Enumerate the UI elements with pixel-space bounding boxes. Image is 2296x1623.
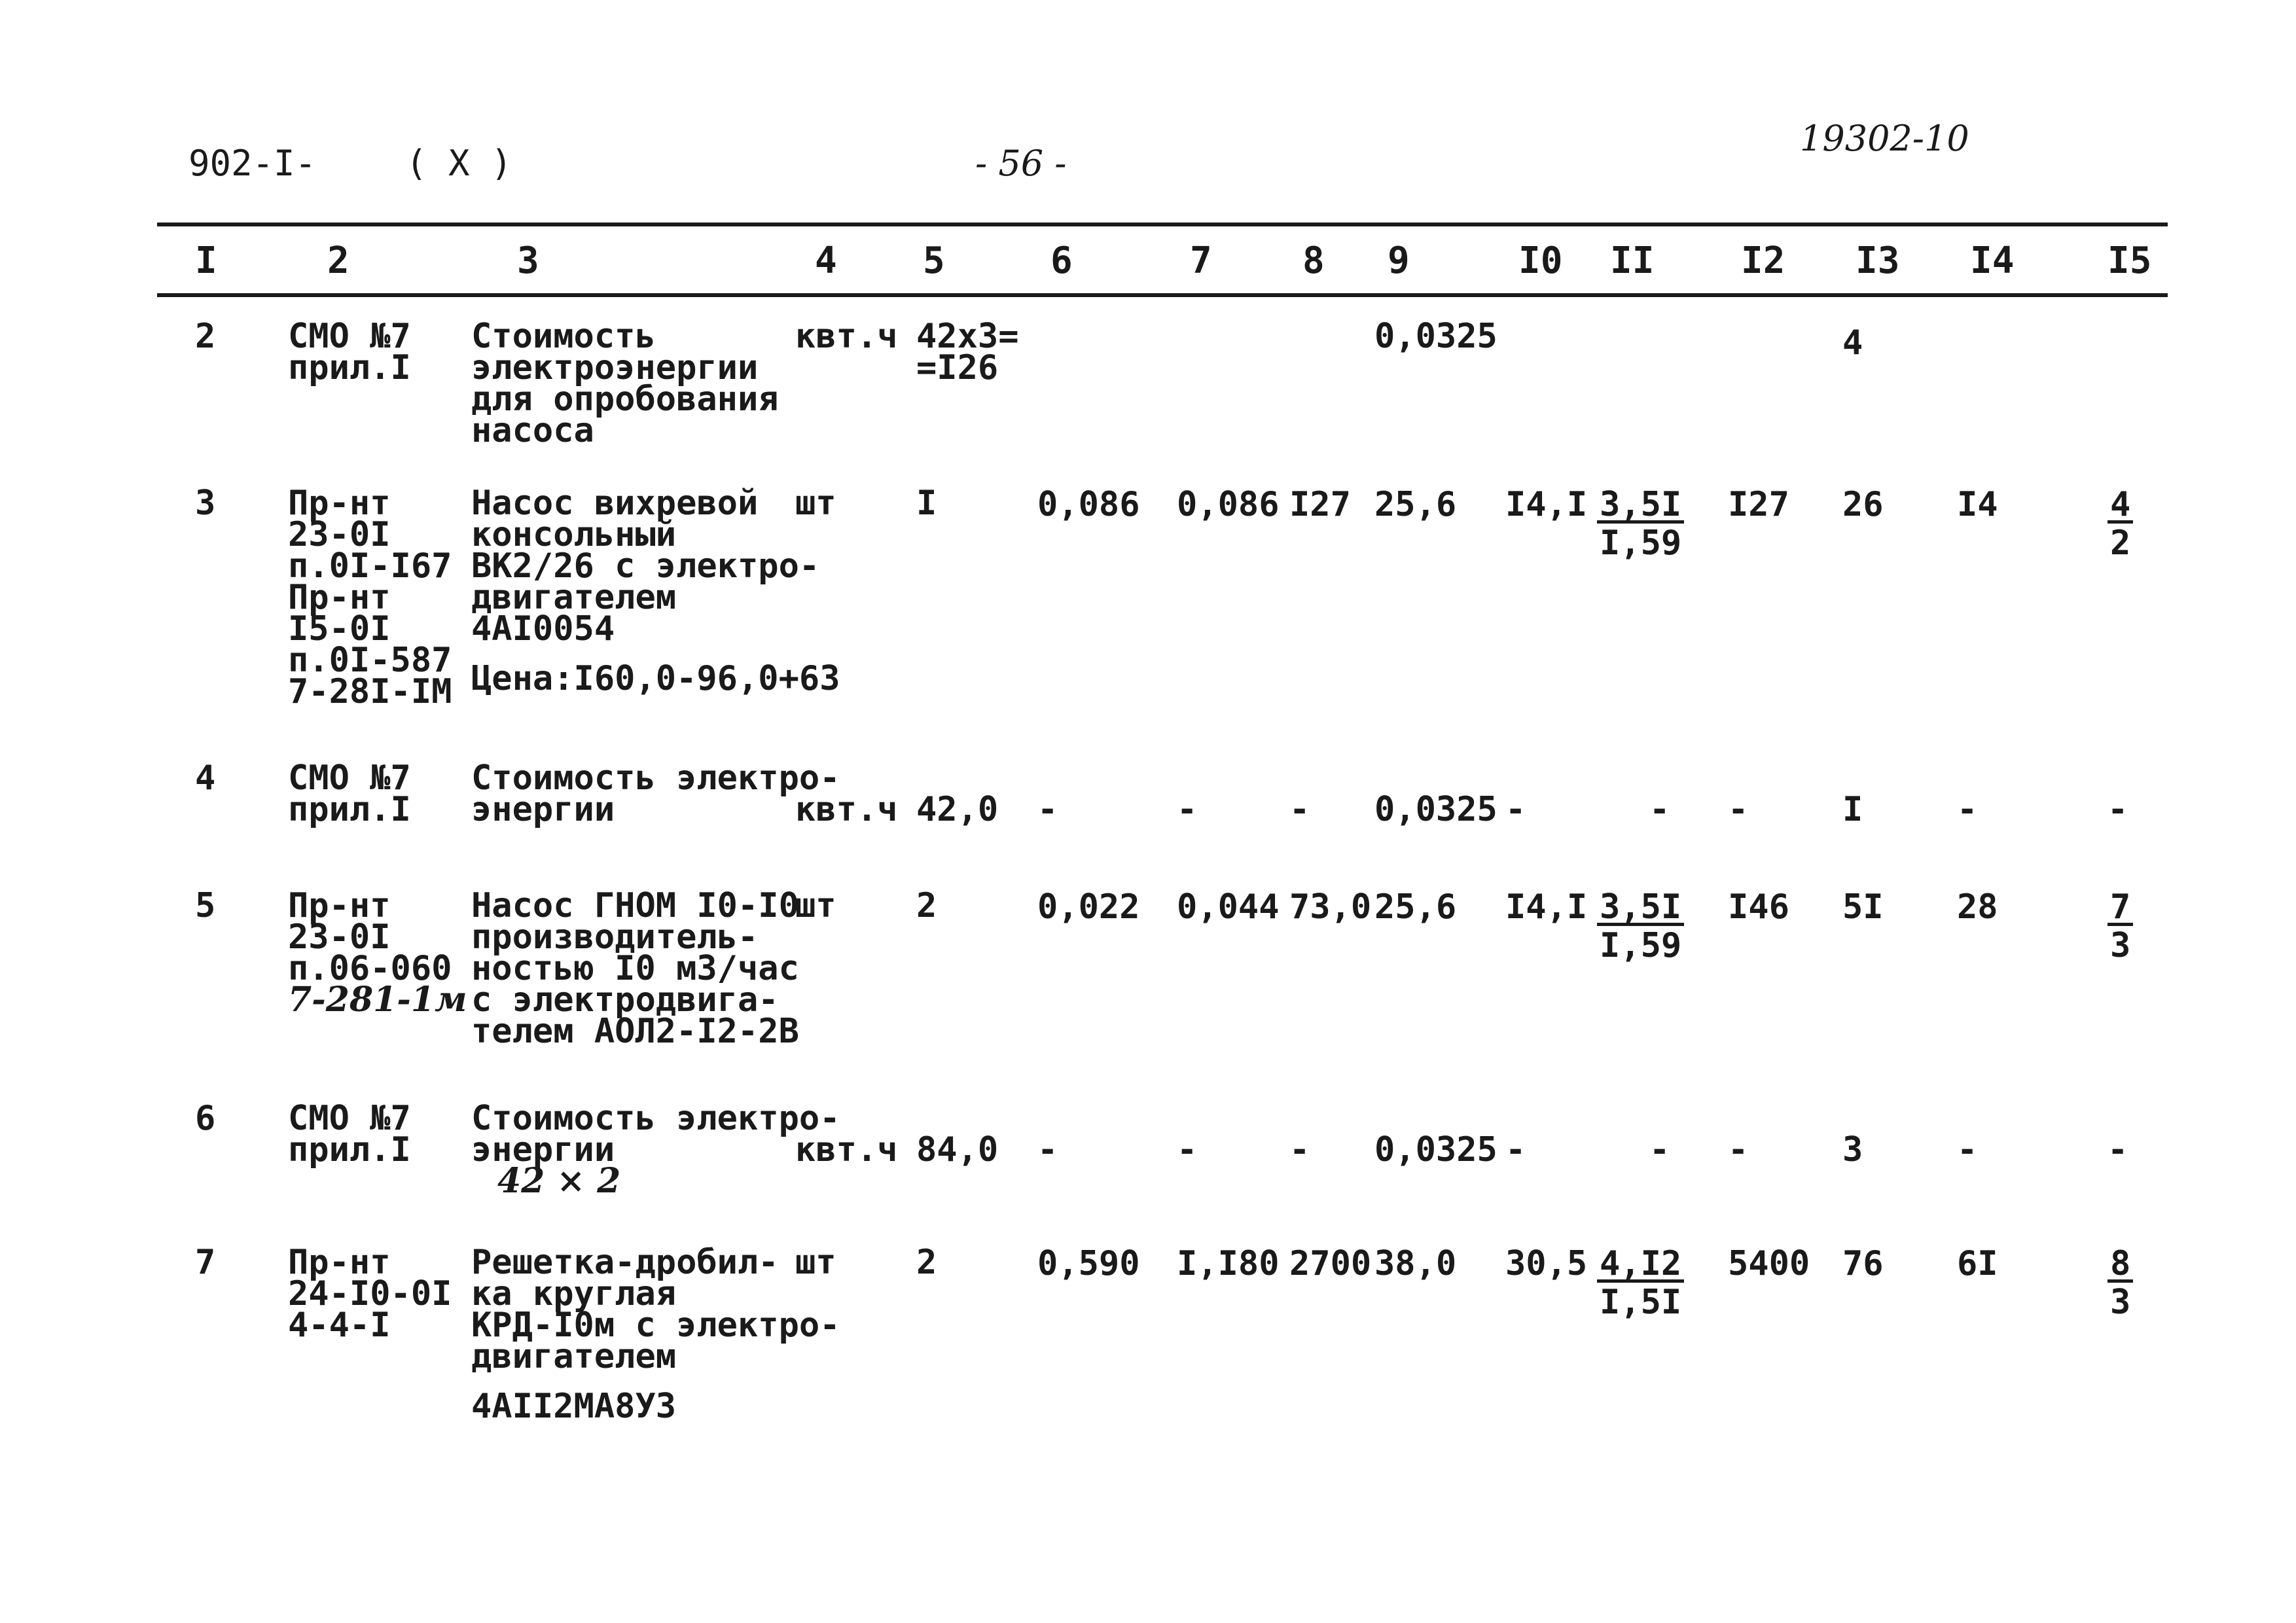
column-number: I	[195, 240, 217, 282]
row-number: 4	[195, 758, 216, 798]
item-name-cell	[471, 758, 840, 829]
item-name-line: Стоимость	[471, 317, 656, 356]
quantity-cell	[916, 1130, 999, 1169]
value-c9: 38,0	[1374, 1244, 1457, 1283]
value-c13: 4	[1842, 323, 1863, 363]
column-number: 4	[815, 240, 837, 282]
value-c7: -	[1177, 790, 1198, 829]
basis-line: Пр-нт	[288, 484, 391, 523]
unit-cell: квт.ч	[795, 1130, 898, 1169]
basis-cell	[288, 758, 411, 829]
value-c11	[1597, 1130, 1670, 1169]
row-number: 7	[195, 1243, 216, 1282]
basis-line: прил.I	[288, 790, 411, 829]
item-name-line: производитель-	[471, 918, 759, 957]
basis-line: 4-4-I	[288, 1306, 391, 1345]
value-c11-text	[1597, 318, 1649, 357]
fraction-numerator: 4	[2108, 489, 2133, 524]
value-c15	[2108, 1130, 2128, 1169]
item-name-line: энергии	[471, 790, 615, 829]
item-name-line: ка круглая	[471, 1274, 677, 1313]
item-name-line: Стоимость электро-	[471, 758, 840, 798]
basis-line: 7-281-1м	[288, 980, 467, 1020]
basis-line: Пр-нт	[288, 1243, 391, 1282]
value-c11	[1597, 887, 1684, 965]
column-number: I0	[1518, 240, 1563, 282]
value-c9: 0,0325	[1374, 790, 1498, 829]
quantity-line: 2	[916, 886, 937, 925]
table-top-rule	[157, 223, 2168, 226]
value-c12: 5400	[1728, 1244, 1810, 1283]
column-number: I3	[1856, 240, 1900, 282]
item-name-handwritten: 42 × 2	[497, 1161, 621, 1201]
column-number: II	[1610, 240, 1655, 282]
value-c11-text: -	[1649, 790, 1670, 829]
quantity-cell	[916, 484, 937, 523]
item-name-line: насоса	[471, 411, 594, 450]
value-c7: I,I80	[1177, 1244, 1280, 1283]
fraction-numerator: 3,5I	[1597, 891, 1684, 926]
value-c8: -	[1289, 1130, 1310, 1169]
column-number: 2	[327, 240, 350, 282]
row-number: 3	[195, 484, 216, 523]
unit-cell: шт	[795, 886, 836, 925]
basis-line: Пр-нт	[288, 578, 391, 617]
value-c7: 0,044	[1177, 887, 1280, 927]
fraction-numerator: 4,I2	[1597, 1248, 1684, 1283]
row-number: 6	[195, 1099, 216, 1138]
value-c10: -	[1505, 790, 1526, 829]
page-number: - 56 -	[975, 143, 1067, 184]
item-name-extra: 4АII2МА8У3	[471, 1387, 677, 1426]
basis-line: СМО №7	[288, 758, 411, 798]
value-c13: 3	[1842, 1130, 1863, 1169]
basis-line: п.06-060	[288, 949, 452, 988]
column-number: I2	[1741, 240, 1785, 282]
value-c6: 0,022	[1037, 887, 1140, 927]
quantity-line: 42,0	[916, 790, 999, 829]
value-c10: 30,5	[1505, 1244, 1588, 1283]
value-c12: -	[1728, 790, 1749, 829]
value-c6: 0,086	[1037, 485, 1140, 524]
value-c9: 0,0325	[1374, 1130, 1498, 1169]
basis-line: 23-0I	[288, 515, 391, 554]
value-c14: -	[1957, 790, 1978, 829]
fraction-numerator: 8	[2108, 1248, 2133, 1283]
basis-line: прил.I	[288, 348, 411, 387]
basis-line: I5-0I	[288, 609, 391, 649]
fraction-denominator: 2	[2110, 524, 2131, 563]
value-c14: 6I	[1957, 1244, 1998, 1283]
value-c13: I	[1842, 790, 1863, 829]
value-c15	[2108, 485, 2133, 563]
basis-line: п.0I-I67	[288, 546, 452, 586]
value-c9: 25,6	[1374, 887, 1457, 927]
value-c14: 28	[1957, 887, 1998, 927]
value-c15	[2108, 790, 2128, 829]
value-c6: -	[1037, 790, 1058, 829]
unit-cell: шт	[795, 484, 836, 523]
basis-line: СМО №7	[288, 317, 411, 356]
value-c15-text: -	[2108, 790, 2128, 829]
value-c15	[2108, 1244, 2133, 1322]
basis-line: прил.I	[288, 1130, 411, 1169]
fraction-numerator: 3,5I	[1597, 489, 1684, 524]
value-c13: 76	[1842, 1244, 1884, 1283]
column-number: I4	[1970, 240, 2015, 282]
item-name-line: консольный	[471, 515, 677, 554]
quantity-cell	[916, 317, 1019, 387]
quantity-line: 42х3=	[916, 317, 1019, 356]
unit-cell: квт.ч	[795, 790, 898, 829]
fraction-denominator: I,59	[1600, 926, 1682, 965]
value-c10: I4,I	[1505, 485, 1588, 524]
basis-line: 24-I0-0I	[288, 1274, 452, 1313]
fraction-c15	[2108, 485, 2133, 563]
value-c12: I27	[1728, 485, 1789, 524]
column-number: 7	[1190, 240, 1212, 282]
value-c12: I46	[1728, 887, 1789, 927]
item-name-cell	[471, 1099, 840, 1201]
quantity-line: I	[916, 484, 937, 523]
value-c13: 26	[1842, 485, 1884, 524]
item-name-cell	[471, 1243, 840, 1426]
quantity-cell	[916, 790, 999, 829]
value-c11	[1597, 790, 1670, 829]
document-code: 902-I-	[188, 143, 317, 184]
issue-marker: ( X )	[406, 143, 512, 184]
item-name-line: 4АI0054	[471, 609, 615, 649]
item-name-cell	[471, 484, 840, 698]
item-name-line: Решетка-дробил-	[471, 1243, 779, 1282]
unit-cell: квт.ч	[795, 317, 898, 356]
value-c6: 0,590	[1037, 1244, 1140, 1283]
value-c7: -	[1177, 1130, 1198, 1169]
item-name-line: электроэнергии	[471, 348, 759, 387]
fraction-denominator: I,59	[1600, 524, 1682, 563]
item-name-line: с электродвига-	[471, 980, 779, 1020]
column-number: 5	[923, 240, 945, 282]
unit-cell: шт	[795, 1243, 836, 1282]
value-c8: 2700	[1289, 1244, 1372, 1283]
value-c15-text: -	[2108, 1130, 2128, 1169]
item-name-line: ностью I0 м3/час	[471, 949, 799, 988]
fraction-c15	[2108, 887, 2133, 965]
fraction-c15	[2108, 1244, 2133, 1322]
basis-line: Пр-нт	[288, 886, 391, 925]
value-c12: -	[1728, 1130, 1749, 1169]
column-number: I5	[2108, 240, 2152, 282]
item-name-line: КРД-I0м с электро-	[471, 1306, 840, 1345]
fraction-denominator: 3	[2110, 1283, 2131, 1322]
item-name-line: энергии	[471, 1130, 615, 1169]
fraction-c11	[1597, 485, 1684, 563]
value-c6: -	[1037, 1130, 1058, 1169]
value-c11	[1597, 1244, 1684, 1322]
value-c7: 0,086	[1177, 485, 1280, 524]
value-c9: 25,6	[1374, 485, 1457, 524]
quantity-line: 2	[916, 1243, 937, 1282]
item-name-line: Насос ГНОМ I0-I0	[471, 886, 799, 925]
item-name-line: телем АОЛ2-I2-2В	[471, 1012, 799, 1051]
value-c8: I27	[1289, 485, 1351, 524]
archive-number: 19302-10	[1800, 118, 1969, 159]
value-c14: I4	[1957, 485, 1998, 524]
basis-line: п.0I-587	[288, 641, 452, 680]
quantity-line: 84,0	[916, 1130, 999, 1169]
value-c14: -	[1957, 1130, 1978, 1169]
quantity-cell	[916, 886, 937, 925]
fraction-c11	[1597, 1244, 1684, 1322]
basis-cell	[288, 317, 411, 387]
basis-cell	[288, 886, 467, 1020]
value-c10: I4,I	[1505, 887, 1588, 927]
value-c10: -	[1505, 1130, 1526, 1169]
value-c8: -	[1289, 790, 1310, 829]
column-number: 6	[1050, 240, 1073, 282]
value-c13: 5I	[1842, 887, 1884, 927]
quantity-cell	[916, 1243, 937, 1282]
fraction-c11	[1597, 887, 1684, 965]
basis-line: СМО №7	[288, 1099, 411, 1138]
value-c11	[1597, 322, 1649, 353]
basis-line: 23-0I	[288, 918, 391, 957]
fraction-numerator: 7	[2108, 891, 2133, 926]
item-name-cell	[471, 317, 779, 450]
row-number: 5	[195, 886, 216, 925]
item-name-line: Насос вихревой	[471, 484, 759, 523]
row-number: 2	[195, 317, 216, 356]
value-c9: 0,0325	[1374, 317, 1498, 356]
column-number: 8	[1302, 240, 1325, 282]
value-c11	[1597, 485, 1684, 563]
table-header-rule	[157, 293, 2168, 297]
column-number: 3	[517, 240, 539, 282]
fraction-denominator: I,5I	[1600, 1283, 1682, 1322]
item-name-cell	[471, 886, 799, 1051]
item-name-line: для опробования	[471, 380, 779, 419]
item-name-line: двигателем	[471, 578, 677, 617]
item-name-extra: Цена:I60,0-96,0+63	[471, 659, 840, 698]
basis-cell	[288, 484, 452, 711]
value-c11-text: -	[1649, 1130, 1670, 1169]
fraction-denominator: 3	[2110, 926, 2131, 965]
item-name-line: ВК2/26 с электро-	[471, 546, 820, 586]
value-c8: 73,0	[1289, 887, 1372, 927]
column-number: 9	[1388, 240, 1410, 282]
quantity-line: =I26	[916, 348, 999, 387]
item-name-line: Стоимость электро-	[471, 1099, 840, 1138]
item-name-line: двигателем	[471, 1337, 677, 1376]
basis-line: 7-28I-IМ	[288, 672, 452, 711]
basis-cell	[288, 1099, 411, 1169]
basis-cell	[288, 1243, 452, 1345]
value-c15	[2108, 887, 2133, 965]
